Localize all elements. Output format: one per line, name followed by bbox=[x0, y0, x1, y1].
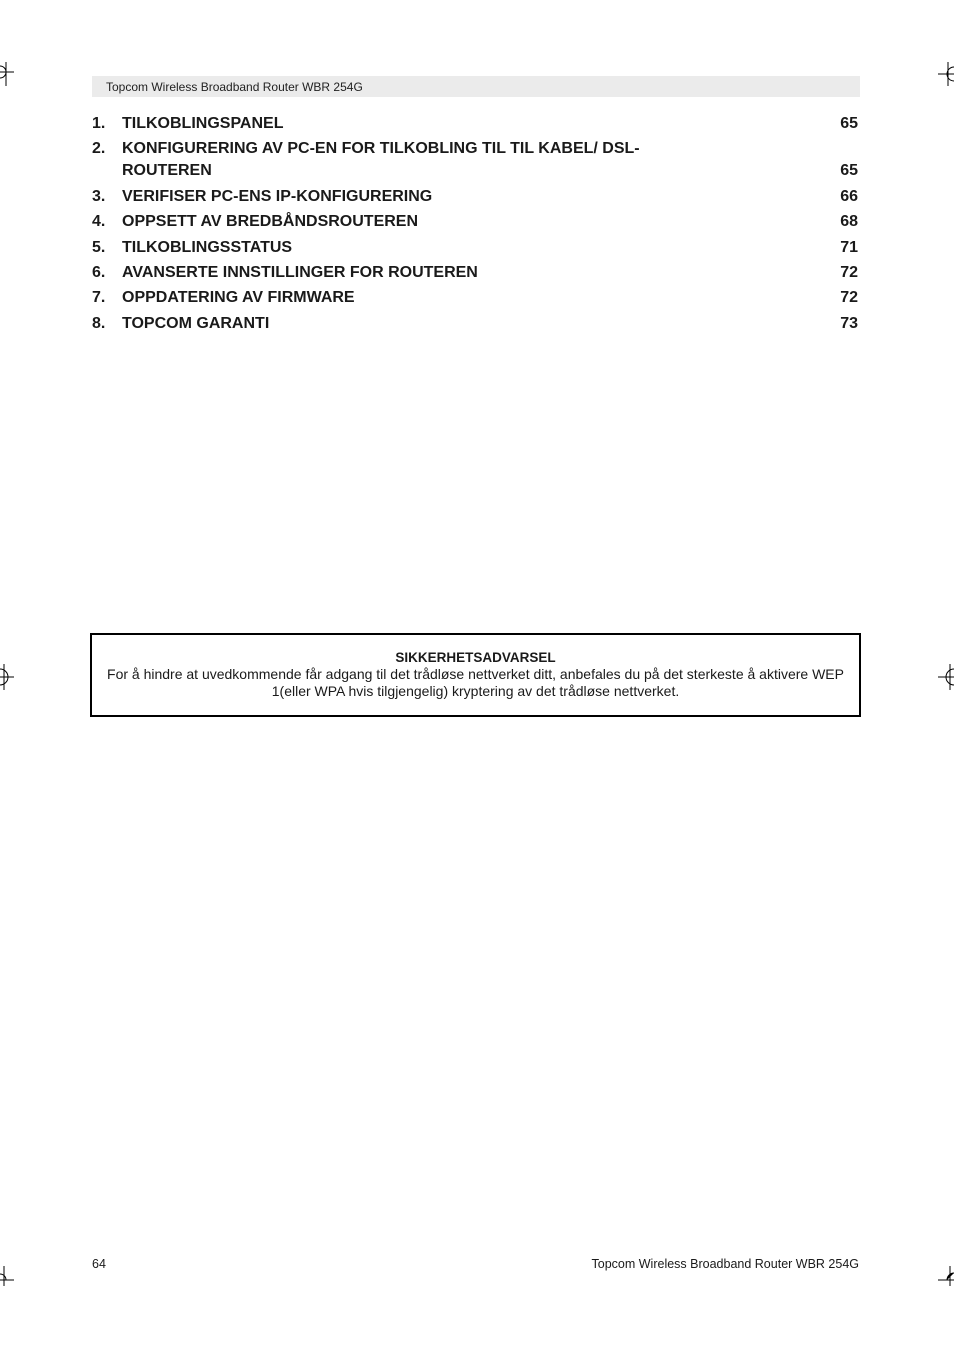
warning-text: For å hindre at uvedkommende får adgang til det trådløse nettverket ditt, anbefales du på det sterkeste å aktivere WEP 1(eller WPA hvis tilgjengelig) kryptering av det trådløse nettverket. bbox=[107, 666, 844, 699]
toc-entry bbox=[92, 138, 858, 182]
registration-mark-icon bbox=[938, 62, 954, 88]
toc-entry-page: 65 bbox=[840, 162, 858, 180]
toc-entry-title: TILKOBLINGSSTATUS bbox=[122, 238, 293, 256]
toc-entry-number: 8. bbox=[92, 314, 106, 332]
page-number: 64 bbox=[92, 1257, 106, 1271]
toc-entry-title: AVANSERTE INNSTILLINGER FOR ROUTEREN bbox=[122, 263, 478, 281]
header-title: Topcom Wireless Broadband Router WBR 254G bbox=[106, 80, 363, 94]
warning-title: SIKKERHETSADVARSEL bbox=[395, 650, 556, 665]
toc-entry-page: 65 bbox=[840, 115, 858, 132]
toc-entry-page: 71 bbox=[840, 238, 858, 256]
safety-warning-box bbox=[90, 633, 861, 717]
registration-mark-icon bbox=[0, 1266, 14, 1286]
toc-entry-number: 7. bbox=[92, 289, 106, 307]
running-header bbox=[92, 76, 860, 97]
toc-entry-number: 1. bbox=[92, 115, 106, 132]
toc-entry bbox=[92, 262, 858, 284]
toc-entry-page: 66 bbox=[840, 187, 858, 205]
registration-mark-icon bbox=[938, 1266, 954, 1286]
toc-entry bbox=[92, 313, 858, 335]
toc-entry-title: TOPCOM GARANTI bbox=[122, 314, 270, 332]
toc-entry bbox=[92, 287, 858, 309]
toc-entry bbox=[92, 113, 858, 135]
toc-entry-page: 73 bbox=[840, 314, 858, 332]
toc-entry bbox=[92, 186, 858, 208]
footer-title: Topcom Wireless Broadband Router WBR 254G bbox=[591, 1257, 859, 1271]
toc-entry-title: KONFIGURERING AV PC-EN FOR TILKOBLING TIL TIL KABEL/ DSL-ROUTEREN bbox=[122, 140, 640, 180]
toc-entry-number: 6. bbox=[92, 263, 106, 281]
registration-mark-icon bbox=[938, 664, 954, 690]
toc-entry-number: 5. bbox=[92, 238, 106, 256]
toc-entry-page: 72 bbox=[840, 289, 858, 307]
table-of-contents bbox=[92, 113, 858, 338]
toc-entry-title: TILKOBLINGSPANEL bbox=[122, 115, 284, 132]
toc-entry-number: 2. bbox=[92, 140, 106, 158]
toc-entry-number: 4. bbox=[92, 213, 106, 231]
toc-entry-title: OPPDATERING AV FIRMWARE bbox=[122, 289, 355, 307]
toc-entry-title: OPPSETT AV BREDBÅNDSROUTEREN bbox=[122, 213, 419, 231]
toc-entry bbox=[92, 237, 858, 259]
toc-entry-title: VERIFISER PC-ENS IP-KONFIGURERING bbox=[122, 187, 433, 205]
registration-mark-icon bbox=[0, 62, 14, 88]
toc-entry bbox=[92, 211, 858, 233]
toc-entry-number: 3. bbox=[92, 187, 106, 205]
registration-mark-icon bbox=[0, 664, 14, 690]
toc-entry-page: 68 bbox=[840, 213, 858, 231]
toc-entry-page: 72 bbox=[840, 263, 858, 281]
